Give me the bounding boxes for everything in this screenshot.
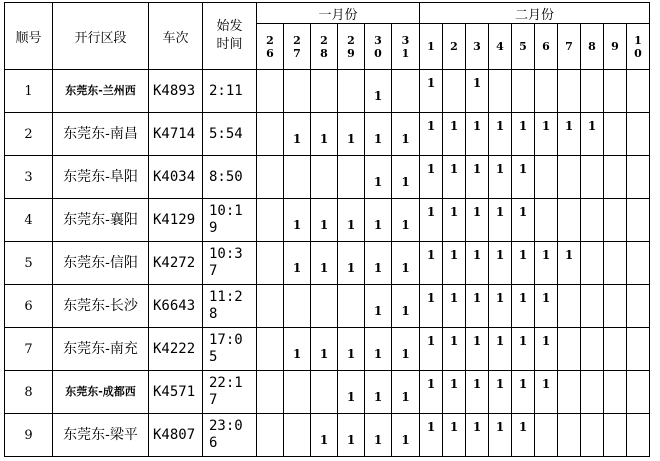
jan-mark-29 <box>338 70 365 113</box>
route-cell: 东莞东-襄阳 <box>53 199 149 242</box>
jan-mark-26 <box>257 242 284 285</box>
jan-mark-29 <box>338 156 365 199</box>
jan-mark-27 <box>284 70 311 113</box>
feb-mark-9 <box>604 242 627 285</box>
feb-mark-6: 1 <box>535 285 558 328</box>
jan-mark-30: 1 <box>365 414 392 457</box>
jan-mark-30: 1 <box>365 70 392 113</box>
route-cell: 东莞东-信阳 <box>53 242 149 285</box>
jan-mark-29 <box>338 285 365 328</box>
feb-mark-1: 1 <box>420 371 443 414</box>
row-number: 3 <box>5 156 53 199</box>
feb-mark-2: 1 <box>443 414 466 457</box>
jan-mark-29: 1 <box>338 113 365 156</box>
train-number: K4222 <box>149 328 203 371</box>
jan-mark-28 <box>311 371 338 414</box>
train-number: K4807 <box>149 414 203 457</box>
jan-mark-28 <box>311 156 338 199</box>
feb-mark-5: 1 <box>512 285 535 328</box>
feb-mark-6: 1 <box>535 371 558 414</box>
feb-mark-3: 1 <box>466 242 489 285</box>
jan-mark-26 <box>257 70 284 113</box>
depart-time: 10:19 <box>203 199 257 242</box>
feb-mark-8 <box>581 70 604 113</box>
jan-mark-30: 1 <box>365 242 392 285</box>
jan-mark-28 <box>311 285 338 328</box>
feb-mark-2 <box>443 70 466 113</box>
header-no: 顺号 <box>5 3 53 70</box>
feb-mark-6 <box>535 70 558 113</box>
feb-mark-3: 1 <box>466 156 489 199</box>
feb-mark-8 <box>581 371 604 414</box>
route-cell: 东莞东-阜阳 <box>53 156 149 199</box>
feb-mark-9 <box>604 113 627 156</box>
table-row <box>5 156 650 199</box>
feb-mark-4: 1 <box>489 156 512 199</box>
feb-mark-7 <box>558 70 581 113</box>
feb-mark-10 <box>627 414 650 457</box>
row-number: 6 <box>5 285 53 328</box>
train-number: K4714 <box>149 113 203 156</box>
train-number: K4129 <box>149 199 203 242</box>
feb-mark-5: 1 <box>512 199 535 242</box>
feb-mark-5: 1 <box>512 113 535 156</box>
jan-mark-26 <box>257 328 284 371</box>
feb-mark-1: 1 <box>420 414 443 457</box>
feb-mark-8: 1 <box>581 113 604 156</box>
jan-mark-31: 1 <box>392 414 420 457</box>
jan-mark-30: 1 <box>365 113 392 156</box>
jan-mark-27 <box>284 371 311 414</box>
feb-mark-7 <box>558 199 581 242</box>
row-number: 7 <box>5 328 53 371</box>
feb-mark-3: 1 <box>466 328 489 371</box>
feb-mark-1: 1 <box>420 328 443 371</box>
table-row <box>5 414 650 457</box>
feb-mark-3: 1 <box>466 285 489 328</box>
header-january: 一月份 <box>257 3 420 24</box>
jan-mark-27 <box>284 414 311 457</box>
feb-mark-8 <box>581 285 604 328</box>
feb-mark-9 <box>604 70 627 113</box>
train-number: K4571 <box>149 371 203 414</box>
jan-mark-26 <box>257 414 284 457</box>
depart-time: 5:54 <box>203 113 257 156</box>
jan-mark-29: 1 <box>338 199 365 242</box>
feb-mark-10 <box>627 328 650 371</box>
depart-time: 22:17 <box>203 371 257 414</box>
jan-mark-28 <box>311 70 338 113</box>
row-number: 5 <box>5 242 53 285</box>
jan-mark-30: 1 <box>365 328 392 371</box>
feb-mark-9 <box>604 414 627 457</box>
feb-mark-4: 1 <box>489 199 512 242</box>
table-row <box>5 199 650 242</box>
row-number: 8 <box>5 371 53 414</box>
feb-mark-6 <box>535 414 558 457</box>
feb-mark-10 <box>627 242 650 285</box>
feb-mark-10 <box>627 156 650 199</box>
feb-mark-9 <box>604 285 627 328</box>
day-header-jan-29: 29 <box>338 24 365 70</box>
feb-mark-2: 1 <box>443 328 466 371</box>
day-header-feb-2: 2 <box>443 24 466 70</box>
route-cell: 东莞东-南充 <box>53 328 149 371</box>
jan-mark-29: 1 <box>338 414 365 457</box>
depart-time: 2:11 <box>203 70 257 113</box>
feb-mark-7 <box>558 285 581 328</box>
feb-mark-7 <box>558 371 581 414</box>
feb-mark-5: 1 <box>512 328 535 371</box>
jan-mark-26 <box>257 371 284 414</box>
jan-mark-27: 1 <box>284 328 311 371</box>
table-row <box>5 285 650 328</box>
day-header-feb-9: 9 <box>604 24 627 70</box>
feb-mark-4: 1 <box>489 113 512 156</box>
train-number: K4272 <box>149 242 203 285</box>
jan-mark-29: 1 <box>338 242 365 285</box>
feb-mark-2: 1 <box>443 199 466 242</box>
depart-time: 23:06 <box>203 414 257 457</box>
feb-mark-10 <box>627 70 650 113</box>
jan-mark-26 <box>257 113 284 156</box>
feb-mark-1: 1 <box>420 70 443 113</box>
feb-mark-4 <box>489 70 512 113</box>
jan-mark-26 <box>257 199 284 242</box>
jan-mark-30: 1 <box>365 199 392 242</box>
route-cell: 东莞东-南昌 <box>53 113 149 156</box>
feb-mark-3: 1 <box>466 371 489 414</box>
table-row <box>5 371 650 414</box>
jan-mark-29: 1 <box>338 371 365 414</box>
row-number: 2 <box>5 113 53 156</box>
jan-mark-27: 1 <box>284 199 311 242</box>
day-header-feb-4: 4 <box>489 24 512 70</box>
jan-mark-27: 1 <box>284 242 311 285</box>
feb-mark-10 <box>627 371 650 414</box>
feb-mark-7 <box>558 414 581 457</box>
train-schedule-table <box>4 2 650 457</box>
table-row <box>5 70 650 113</box>
feb-mark-2: 1 <box>443 156 466 199</box>
jan-mark-29: 1 <box>338 328 365 371</box>
jan-mark-30: 1 <box>365 371 392 414</box>
depart-time: 8:50 <box>203 156 257 199</box>
feb-mark-4: 1 <box>489 371 512 414</box>
feb-mark-2: 1 <box>443 371 466 414</box>
feb-mark-8 <box>581 156 604 199</box>
day-header-feb-5: 5 <box>512 24 535 70</box>
jan-mark-26 <box>257 156 284 199</box>
depart-time: 17:05 <box>203 328 257 371</box>
day-header-feb-6: 6 <box>535 24 558 70</box>
feb-mark-5: 1 <box>512 156 535 199</box>
header-route: 开行区段 <box>53 3 149 70</box>
day-header-jan-31: 31 <box>392 24 420 70</box>
feb-mark-7 <box>558 156 581 199</box>
feb-mark-6: 1 <box>535 242 558 285</box>
train-number: K4893 <box>149 70 203 113</box>
feb-mark-7: 1 <box>558 113 581 156</box>
day-header-jan-26: 26 <box>257 24 284 70</box>
day-header-feb-1: 1 <box>420 24 443 70</box>
feb-mark-8 <box>581 328 604 371</box>
depart-time: 10:37 <box>203 242 257 285</box>
jan-mark-27: 1 <box>284 113 311 156</box>
route-cell: 东莞东-梁平 <box>53 414 149 457</box>
table-row <box>5 328 650 371</box>
day-header-jan-30: 30 <box>365 24 392 70</box>
feb-mark-10 <box>627 285 650 328</box>
feb-mark-2: 1 <box>443 113 466 156</box>
feb-mark-9 <box>604 371 627 414</box>
feb-mark-8 <box>581 414 604 457</box>
feb-mark-5: 1 <box>512 371 535 414</box>
jan-mark-31: 1 <box>392 242 420 285</box>
feb-mark-6: 1 <box>535 113 558 156</box>
jan-mark-27 <box>284 285 311 328</box>
jan-mark-28: 1 <box>311 242 338 285</box>
feb-mark-7 <box>558 328 581 371</box>
day-header-jan-28: 28 <box>311 24 338 70</box>
row-number: 4 <box>5 199 53 242</box>
table-row <box>5 242 650 285</box>
feb-mark-8 <box>581 199 604 242</box>
jan-mark-30: 1 <box>365 156 392 199</box>
table-row <box>5 113 650 156</box>
route-cell: 东莞东-兰州西 <box>53 70 149 113</box>
jan-mark-31: 1 <box>392 371 420 414</box>
feb-mark-6 <box>535 199 558 242</box>
row-number: 9 <box>5 414 53 457</box>
feb-mark-5: 1 <box>512 414 535 457</box>
feb-mark-2: 1 <box>443 285 466 328</box>
header-depart-time: 始发时间 <box>203 3 257 70</box>
train-number: K6643 <box>149 285 203 328</box>
feb-mark-6 <box>535 156 558 199</box>
feb-mark-3: 1 <box>466 70 489 113</box>
jan-mark-31: 1 <box>392 156 420 199</box>
feb-mark-4: 1 <box>489 285 512 328</box>
jan-mark-30: 1 <box>365 285 392 328</box>
header-train: 车次 <box>149 3 203 70</box>
day-header-feb-10: 10 <box>627 24 650 70</box>
feb-mark-3: 1 <box>466 113 489 156</box>
feb-mark-5 <box>512 70 535 113</box>
route-cell: 东莞东-长沙 <box>53 285 149 328</box>
feb-mark-3: 1 <box>466 414 489 457</box>
feb-mark-9 <box>604 328 627 371</box>
feb-mark-10 <box>627 199 650 242</box>
jan-mark-26 <box>257 285 284 328</box>
header-february: 二月份 <box>420 3 650 24</box>
jan-mark-31: 1 <box>392 113 420 156</box>
depart-time: 11:28 <box>203 285 257 328</box>
day-header-feb-8: 8 <box>581 24 604 70</box>
jan-mark-28: 1 <box>311 199 338 242</box>
feb-mark-5: 1 <box>512 242 535 285</box>
route-cell: 东莞东-成都西 <box>53 371 149 414</box>
feb-mark-1: 1 <box>420 285 443 328</box>
feb-mark-1: 1 <box>420 242 443 285</box>
feb-mark-1: 1 <box>420 113 443 156</box>
jan-mark-31: 1 <box>392 328 420 371</box>
train-number: K4034 <box>149 156 203 199</box>
jan-mark-28: 1 <box>311 328 338 371</box>
feb-mark-8 <box>581 242 604 285</box>
jan-mark-28: 1 <box>311 113 338 156</box>
row-number: 1 <box>5 70 53 113</box>
feb-mark-3: 1 <box>466 199 489 242</box>
feb-mark-4: 1 <box>489 328 512 371</box>
feb-mark-7: 1 <box>558 242 581 285</box>
feb-mark-10 <box>627 113 650 156</box>
feb-mark-4: 1 <box>489 242 512 285</box>
jan-mark-31 <box>392 70 420 113</box>
feb-mark-9 <box>604 156 627 199</box>
jan-mark-27 <box>284 156 311 199</box>
jan-mark-31: 1 <box>392 285 420 328</box>
feb-mark-2: 1 <box>443 242 466 285</box>
jan-mark-28: 1 <box>311 414 338 457</box>
feb-mark-1: 1 <box>420 156 443 199</box>
feb-mark-1: 1 <box>420 199 443 242</box>
day-header-jan-27: 27 <box>284 24 311 70</box>
feb-mark-4: 1 <box>489 414 512 457</box>
jan-mark-31: 1 <box>392 199 420 242</box>
feb-mark-9 <box>604 199 627 242</box>
day-header-feb-7: 7 <box>558 24 581 70</box>
feb-mark-6: 1 <box>535 328 558 371</box>
day-header-feb-3: 3 <box>466 24 489 70</box>
